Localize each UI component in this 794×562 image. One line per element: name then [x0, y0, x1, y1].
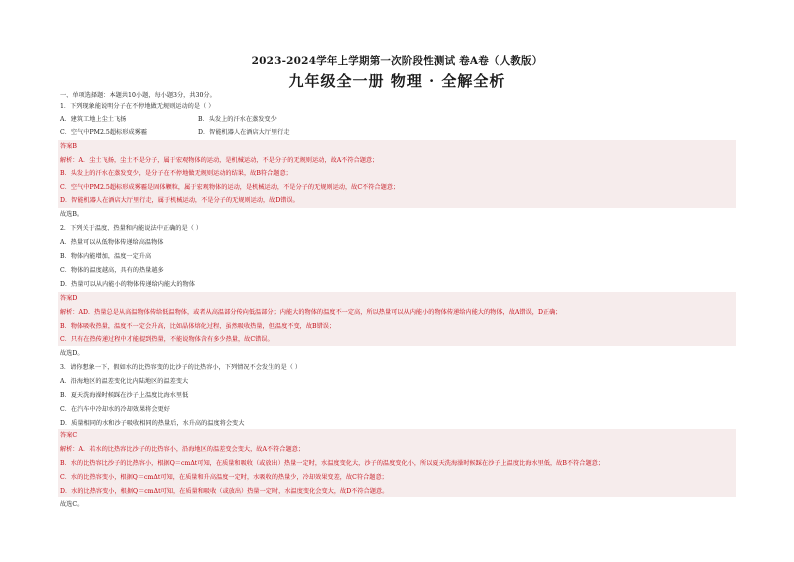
document-title: 2023-2024学年上学期第一次阶段性测试 卷A卷（人教版） — [251, 55, 543, 67]
question-1-stem: 1．下列现象能说明分子在不停地做无规则运动的是（ ） — [60, 103, 215, 110]
question-2-option-d: D．热量可以从内能小的物体传递给内能大的物体 — [60, 281, 195, 288]
question-3-option-b: B．夏天洗海澡时候踩在沙子上温度比海水里低 — [60, 392, 189, 399]
conclusion-1: 故选B。 — [60, 211, 84, 218]
document-subtitle: 九年级全一册 物理 · 全解全析 — [288, 72, 506, 90]
explanation-1-line: D．智能机器人在酒店大厅里行走，属于机械运动，不是分子的无规则运动，故D错误。 — [60, 197, 299, 204]
question-1-option-a: A．建筑工地上尘土飞扬 — [60, 116, 127, 123]
question-3-option-d: D．质量相同的水和沙子吸收相同的热量后，水升高的温度将会变大 — [60, 420, 245, 427]
explanation-1-line: C．空气中PM2.5超标形成雾霾是固体颗粒，属于宏观物体的运动，是机械运动，不是分子的无规则运动，故C不符合题意； — [60, 184, 400, 191]
answer-2: 答案D — [60, 295, 78, 302]
answer-3: 答案C — [60, 432, 78, 439]
explanation-1-line: B．头发上的汗水在蒸发变少，是分子在不停地做无规则运动的结果，故B符合题意； — [60, 170, 292, 177]
explanation-1-line: 解析：A．尘土飞扬，尘土不是分子，属于宏观物体的运动，是机械运动，不是分子的无规则运动，故A不符合题意； — [60, 157, 379, 164]
question-2-stem: 2．下列关于温度、热量和内能说法中正确的是（ ） — [60, 225, 203, 232]
question-2-option-c: C．物体的温度越高，具有的热量越多 — [60, 267, 164, 274]
question-3-option-a: A．沿海地区的温差变化比内陆地区的温差变大 — [60, 378, 189, 385]
explanation-3-line: B．水的比热容比沙子的比热容小，根据Q＝cmΔt可知，在质量和吸收（或放出）热量一定时，水温度变化大，沙子的温度变化小，所以夏天洗海澡时候踩在沙子上温度比海水里低，故B不符合题意； — [60, 460, 605, 467]
question-3-option-c: C．在汽车中冷却水的冷却效果将会更好 — [60, 406, 170, 413]
question-1-option-b: B．头发上的汗水在蒸发变少 — [198, 116, 277, 123]
conclusion-2: 故选D。 — [60, 350, 84, 357]
question-3-stem: 3．请你想象一下，假如水的比热容变的比沙子的比热容小，下列情况不会发生的是（ ） — [60, 364, 302, 371]
question-1-option-c: C．空气中PM2.5超标形成雾霾 — [60, 129, 147, 136]
explanation-3-line: 解析：A．若水的比热容比沙子的比热容小，沿海地区的温差变会变大，故A不符合题意； — [60, 446, 305, 453]
explanation-2-line: C．只有在热传递过程中才能提到热量，不能说物体含有多少热量，故C错误。 — [60, 336, 274, 343]
question-2-option-b: B．物体内能增加，温度一定升高 — [60, 253, 152, 260]
question-1-option-d: D．智能机器人在酒店大厅里行走 — [198, 129, 290, 136]
explanation-2-line: B．物体吸收热量，温度不一定会升高，比如晶体熔化过程，虽然吸收热量，但温度不变，故B错误； — [60, 323, 336, 330]
answer-1: 答案B — [60, 143, 77, 150]
explanation-3-line: C．水的比热容变小，根据Q＝cmΔt可知，在质量和升高温度一定时，水吸收的热量少，冷却效果变差，故C符合题意； — [60, 474, 388, 481]
question-2-option-a: A．热量可以从低物体传递给高温物体 — [60, 239, 164, 246]
explanation-3-line: D．水的比热容变小，根据Q＝cmΔt可知，在质量和吸收（或放出）热量一定时，水温度变化会变大，故D不符合题意。 — [60, 488, 389, 495]
conclusion-3: 故选C。 — [60, 501, 84, 508]
section-heading: 一、单项选择题：本题共10小题，每小题3分，共30分。 — [60, 92, 216, 99]
explanation-2-line: 解析：AD．热量总是从高温物体传给低温物体，或者从高温部分传向低温部分；内能大的物体的温度不一定高，所以热量可以从内能小的物体传递给内能大的物体，故A错误，D正确； — [60, 309, 562, 316]
